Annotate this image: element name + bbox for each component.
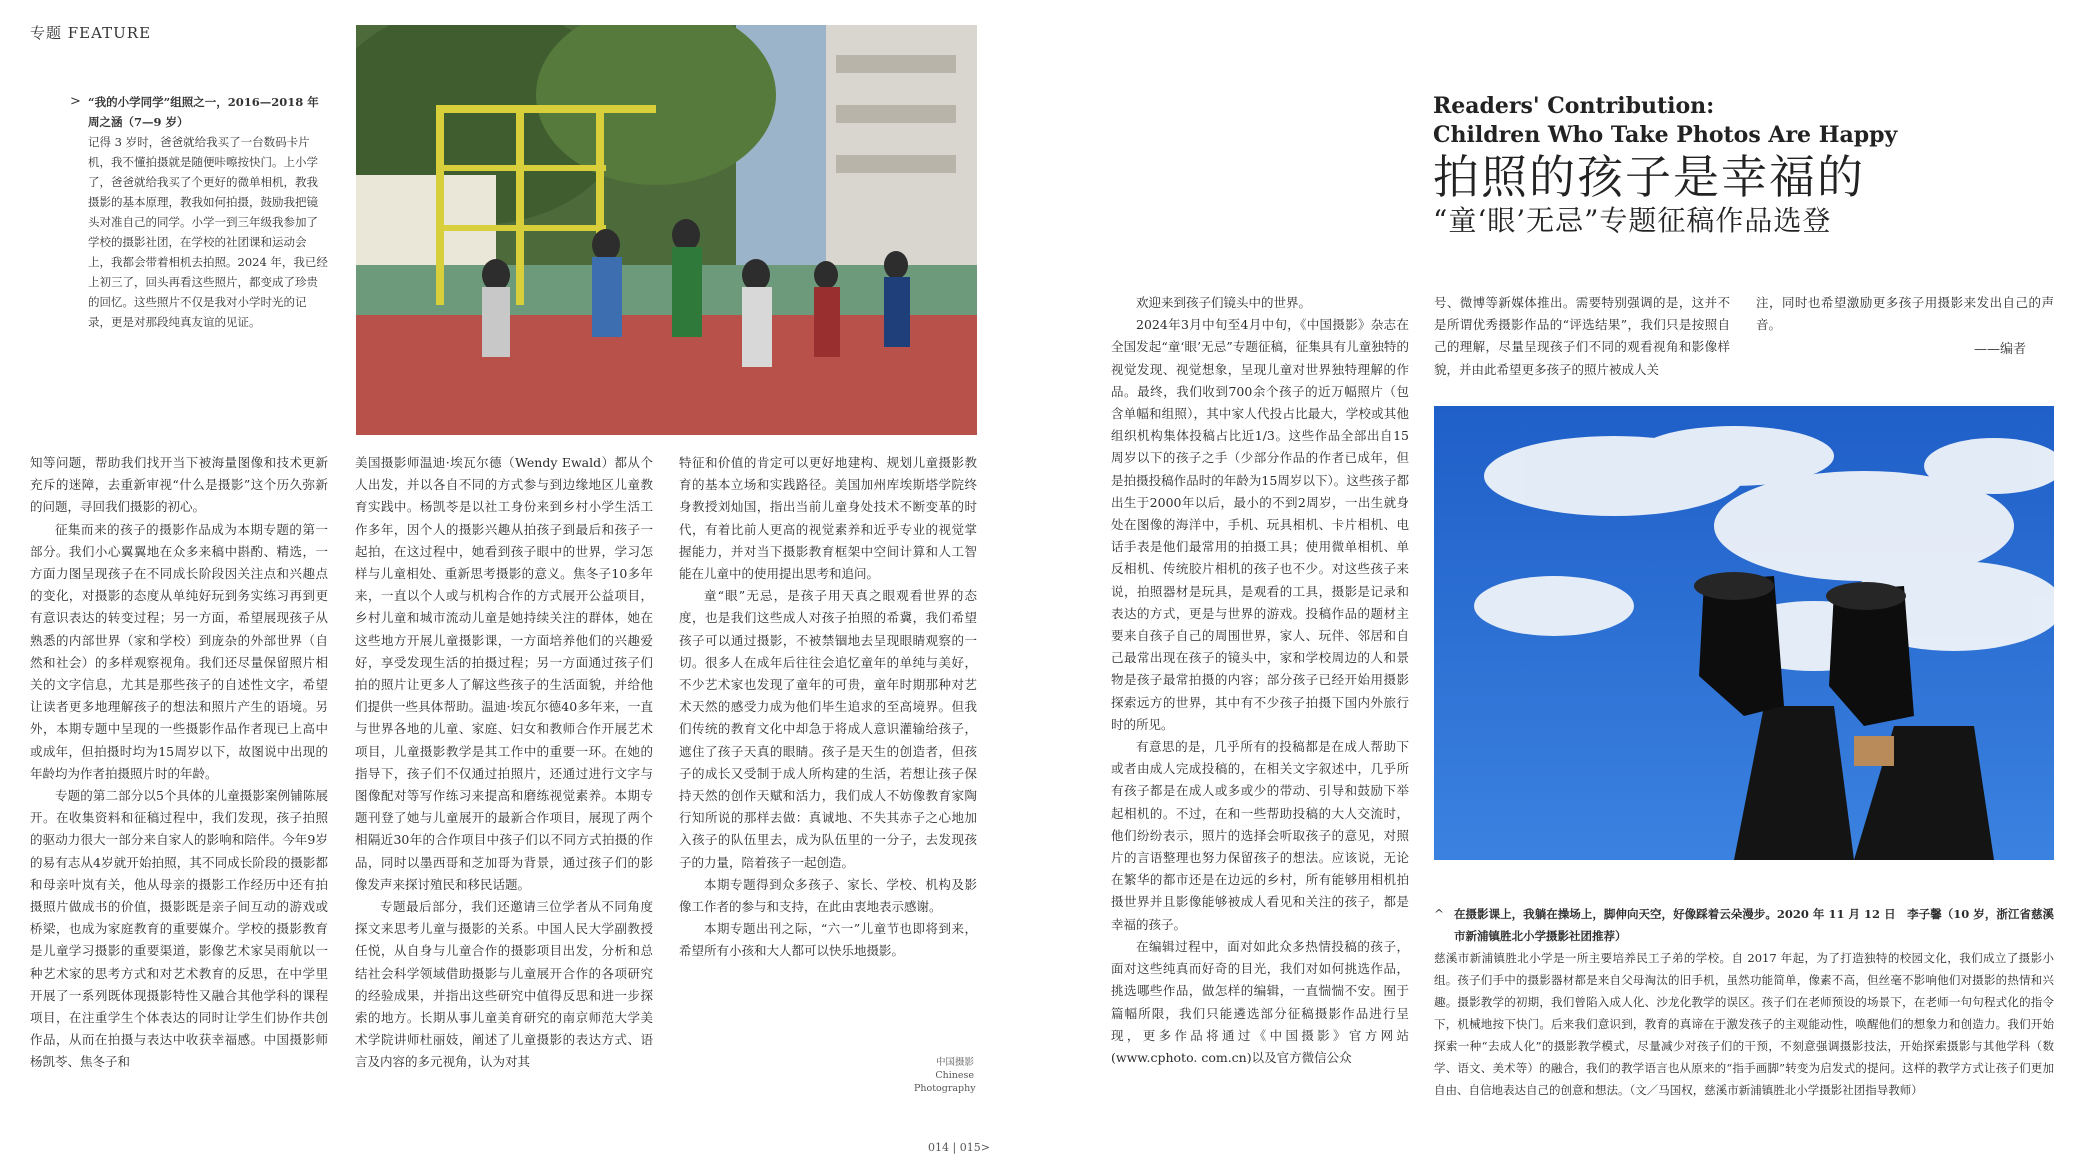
body-column-6: [1756, 292, 2054, 336]
chinese-subtitle: “童‘眼’无忌”专题征稿作品选登: [1433, 204, 1832, 237]
paragraph: 童“眼”无忌，是孩子用天真之眼观看世界的态度，也是我们这些成人对孩子拍照的希冀，我们希望孩子可以通过摄影，不被禁锢地去呈现眼睛观察的一切。很多人在成年后往往会追忆童年的单纯与美好，不少艺术家也发现了童年的可贵，童年时期那种对艺术天然的感受力成为他们毕生追求的至高境界。但我们传统的教育文化中却急于将成人意识灌输给孩子，遮住了孩子天真的眼睛。孩子是天生的创造者，但孩子的成长又受制于成人所构建的生活，若想让孩子保持天然的创作天赋和活力，我们成人不妨像教育家陶行知所说的那样去做：真诚地、不失其赤子之心地加入孩子的队伍里去，成为队伍里的一分子，去发现孩子的力量，陪着孩子一起创造。: [679, 588, 977, 870]
caption-title: “我的小学同学”组照之一，2016—2018 年: [88, 95, 319, 109]
magazine-mark: [914, 1056, 974, 1095]
paragraph: 本期专题得到众多孩子、家长、学校、机构及影像工作者的参与和支持，在此由衷地表示感谢。: [679, 876, 977, 915]
caption-arrow-icon: ^: [1434, 907, 1445, 921]
photo-boots-sky: [1434, 406, 2054, 860]
chinese-title: 拍照的孩子是幸福的: [1433, 150, 1865, 204]
mag-mark-cn: 中国摄影: [935, 1057, 974, 1068]
sky-image: [1434, 406, 2054, 860]
paragraph: 有意思的是，几乎所有的投稿都是在成人帮助下或者由成人完成投稿的，在相关文字叙述中，几乎所有孩子都是在成人或多或少的带动、引导和鼓励下举起相机的。不过，在和一些帮助投稿的大人交流时，他们纷纷表示，照片的选择会听取孩子的意见，对照片的言语整理也努力保留孩子的想法。应该说，无论在繁华的都市还是在边远的乡村，所有能够用相机拍摄世界并且影像能够被成人看见和关注的孩子，都是幸福的孩子。: [1111, 739, 1409, 932]
paragraph: 注，同时也希望激励更多孩子用摄影来发出自己的声音。: [1756, 295, 2054, 333]
caption-arrow-icon: >: [70, 94, 81, 109]
caption-text: 记得 3 岁时，爸爸就给我买了一台数码卡片机，我不懂拍摄就是随便咔嚓按快门。上小学了，爸爸就给我买了个更好的微单相机，教我摄影的基本原理，教我如何拍摄，鼓励我把镜头对准自己的同学。小学一到三年级我参加了学校的摄影社团，在学校的社团课和运动会上，我都会带着相机去拍照。2024 年，我已经上初三了，回头再看这些照片，都变成了珍贵的回忆。这些照片不仅是我对小学时光的记录，更是对那段纯真友谊的见证。: [88, 135, 328, 329]
english-title-line2: Children Who Take Photos Are Happy: [1433, 122, 1898, 148]
caption-head: 在摄影课上，我躺在操场上，脚伸向天空，好像踩着云朵漫步。2020 年 11 月 12 日 李子馨（10 岁，浙江省慈溪市新浦镇胜北小学摄影社团推荐）: [1454, 907, 2054, 943]
paragraph: 号、微博等新媒体推出。需要特别强调的是，这并不是所谓优秀摄影作品的“评选结果”，我们只是按照自己的理解，尽量呈现孩子们不同的观看视角和影像样貌，并由此希望更多孩子的照片被成人关: [1434, 295, 1730, 377]
paragraph: 专题最后部分，我们还邀请三位学者从不同角度探文来思考儿童与摄影的关系。中国人民大学副教授任悦，从自身与儿童合作的摄影项目出发，分析和总结社会科学领域借助摄影与儿童展开合作的各项研究的经验成果，并指出这些研究中值得反思和进一步探索的地方。长期从事儿童美育研究的南京师范大学美术学院讲师杜丽妓，阐述了儿童摄影的表达方式、语言及内容的多元视角，认为对其: [355, 899, 653, 1070]
english-title: [1433, 92, 1897, 150]
body-column-5: [1434, 292, 1730, 381]
paragraph: 美国摄影师温迪·埃瓦尔德（Wendy Ewald）都从个人出发，并以各自不同的方式参与到边缘地区儿童教育实践中。杨凯苓是以社工身份来到乡村小学生活工作多年，因个人的摄影兴趣从拍孩子到最后和孩子一起拍，在这过程中，她看到孩子眼中的世界，学习怎样与儿童相处、重新思考摄影的意义。焦冬子10多年来，一直以个人或与机构合作的方式展开公益项目，乡村儿童和城市流动儿童是她持续关注的群体，她在这些地方开展儿童摄影课，一方面培养他们的兴趣爱好，享受发现生活的拍摄过程；另一方面通过孩子们拍的照片让更多人了解这些孩子的生活面貌，并给他们提供一些具体帮助。温迪·埃瓦尔德40多年来，一直与世界各地的儿童、家庭、妇女和教师合作开展艺术项目，儿童摄影教学是其工作中的重要一环。在她的指导下，孩子们不仅通过拍照片，还通过进行文字与图像配对等写作练习来提高和磨练视觉素养。本期专题刊登了她与儿童展开的最新合作项目，展现了两个相隔近30年的合作项目中孩子们以不同方式拍摄的作品，同时以墨西哥和芝加哥为背景，通过孩子们的影像发声来探讨殖民和移民话题。: [355, 455, 653, 892]
body-column-2: [355, 452, 653, 1074]
paragraph: 在编辑过程中，面对如此众多热情投稿的孩子，面对这些纯真而好奇的目光，我们对如何挑选作品，挑选哪些作品，做怎样的编辑，一直惴惴不安。囿于篇幅所限，我们只能遴选部分征稿摄影作品进行呈现，更多作品将通过《中国摄影》官方网站(www.cphoto. com.cn)以及官方微信公众: [1111, 938, 1409, 1065]
paragraph: 本期专题出刊之际，“六一”儿童节也即将到来，希望所有小孩和大人都可以快乐地摄影。: [679, 921, 977, 959]
body-column-1: [30, 452, 328, 1074]
mag-mark-en1: Chinese: [935, 1070, 974, 1081]
paragraph: 欢迎来到孩子们镜头中的世界。: [1136, 295, 1312, 310]
section-tag: 专题 FEATURE: [30, 24, 152, 42]
paragraph: 专题的第二部分以5个具体的儿童摄影案例铺陈展开。在收集资料和征稿过程中，我们发现，孩子拍照的驱动力很大一部分来自家人的影响和陪伴。今年9岁的易有志从4岁就开始拍照，其不同成长阶段的摄影都和母亲叶岚有关，他从母亲的摄影工作经历中还有拍摄照片做成书的价值，摄影既是亲子间互动的游戏或桥梁，也成为家庭教育的重要媒介。学校的摄影教育是儿童学习摄影的重要渠道，影像艺术家吴雨航以一种艺术家的思考方式和对艺术教育的反思，在中学里开展了一系列既体现摄影特性又融合其他学科的课程项目，在注重学生个体表达的同时让学生们协作共创作品，从而在拍摄与表达中收获幸福感。中国摄影师杨凯苓、焦冬子和: [30, 788, 328, 1070]
editor-signature: ——编者: [1974, 342, 2027, 357]
paragraph: 特征和价值的肯定可以更好地建构、规划儿童摄影教育的基本立场和实践路径。美国加州库埃斯塔学院终身教授刘灿国，指出当前儿童身处技术不断变革的时代，有着比前人更高的视觉素养和近乎专业的视觉掌握能力，并对当下摄影教育框架中空间计算和人工智能在儿童中的使用提出思考和追问。: [679, 455, 977, 582]
caption-author: 周之涵（7—9 岁）: [88, 115, 189, 129]
mag-mark-en2: Photography: [914, 1083, 976, 1094]
paragraph: 知等问题，帮助我们找开当下被海量图像和技术更新充斥的迷障，去重新审视“什么是摄影”这个历久弥新的问题，寻回我们摄影的初心。: [30, 455, 328, 515]
paragraph: 征集而来的孩子的摄影作品成为本期专题的第一部分。我们小心翼翼地在众多来稿中斟酌、精选，一方面力图呈现孩子在不同成长阶段因关注点和兴趣点的变化，对摄影的态度从单纯好玩到务实练习再到更有意识表达的转变过程；另一方面，希望展现孩子从熟悉的内部世界（家和学校）到庞杂的外部世界（自然和社会）的多样观察视角。我们还尽量保留照片相关的文字信息，尤其是那些孩子的自述性文字，希望让读者更多地理解孩子的想法和照片产生的语境。另外，本期专题中呈现的一些摄影作品作者现已上高中或成年，但拍摄时均为15周岁以下，故图说中出现的年龄均为作者拍摄照片时的年龄。: [30, 521, 328, 781]
photo-caption-sky: [1434, 903, 2054, 1101]
caption-text: 慈溪市新浦镇胜北小学是一所主要培养民工子弟的学校。自 2017 年起，为了打造独特的校园文化，我们成立了摄影小组。孩子们手中的摄影器材都是来自父母淘汰的旧手机，虽然功能简单，像素不高，但丝毫不影响他们对摄影的热情和兴趣。摄影教学的初期，我们曾陷入成人化、沙龙化教学的误区。孩子们在老师预设的场景下，在老师一句句程式化的指令下，机械地按下快门。后来我们意识到，教育的真谛在于激发孩子的主观能动性，唤醒他们的想象力和创造力。我们开始探索一种“去成人化”的摄影教学模式，尽量减少对孩子们的干预，不刻意强调摄影技法，开始探索摄影与其他学科（数学、语文、美术等）的融合，我们的教学语言也从原来的“指手画脚”转变为启发式的提问。这样的教学方式让孩子们更加自由、自信地表达自己的创意和想法。（文／马国权，慈溪市新浦镇胜北小学摄影社团指导教师）: [1434, 951, 2054, 1097]
photo-caption-top: [70, 92, 328, 332]
paragraph: 2024年3月中旬至4月中旬，《中国摄影》杂志在全国发起“童‘眼’无忌”专题征稿，征集具有儿童独特的视觉发现、视觉想象，呈现儿童对世界独特理解的作品。最终，我们收到700余个孩子的近万幅照片（包含单幅和组照），其中家人代投占比最大，学校或其他组织机构集体投稿占比近1/3。这些作品全部出自15周岁以下的孩子之手（少部分作品的作者已成年，但是拍摄投稿作品时的年龄为15周岁以下）。这些孩子都出生于2000年以后，最小的不到2周岁，一出生就身处在图像的海洋中，手机、玩具相机、卡片相机、电话手表是他们最常用的拍摄工具；使用微单相机、单反相机、传统胶片相机的孩子也不少。对这些孩子来说，拍照器材是玩具，是观看的工具，摄影是记录和表达的方式，更是与世界的游戏。投稿作品的题材主要来自孩子自己的周围世界，家人、玩伴、邻居和自己最常出现在孩子的镜头中，家和学校周边的人和景物是孩子最常拍摄的内容；部分孩子已经开始用摄影探索远方的世界，其中有不少孩子拍摄下国内外旅行时的所见。: [1111, 317, 1409, 732]
photo-kids-playground: [356, 25, 977, 435]
page-numbers: 014 | 015>: [928, 1141, 990, 1154]
playground-image: [356, 25, 977, 435]
body-column-3: [679, 452, 977, 963]
english-title-line1: Readers' Contribution:: [1433, 93, 1715, 119]
body-column-4: [1111, 292, 1409, 1069]
